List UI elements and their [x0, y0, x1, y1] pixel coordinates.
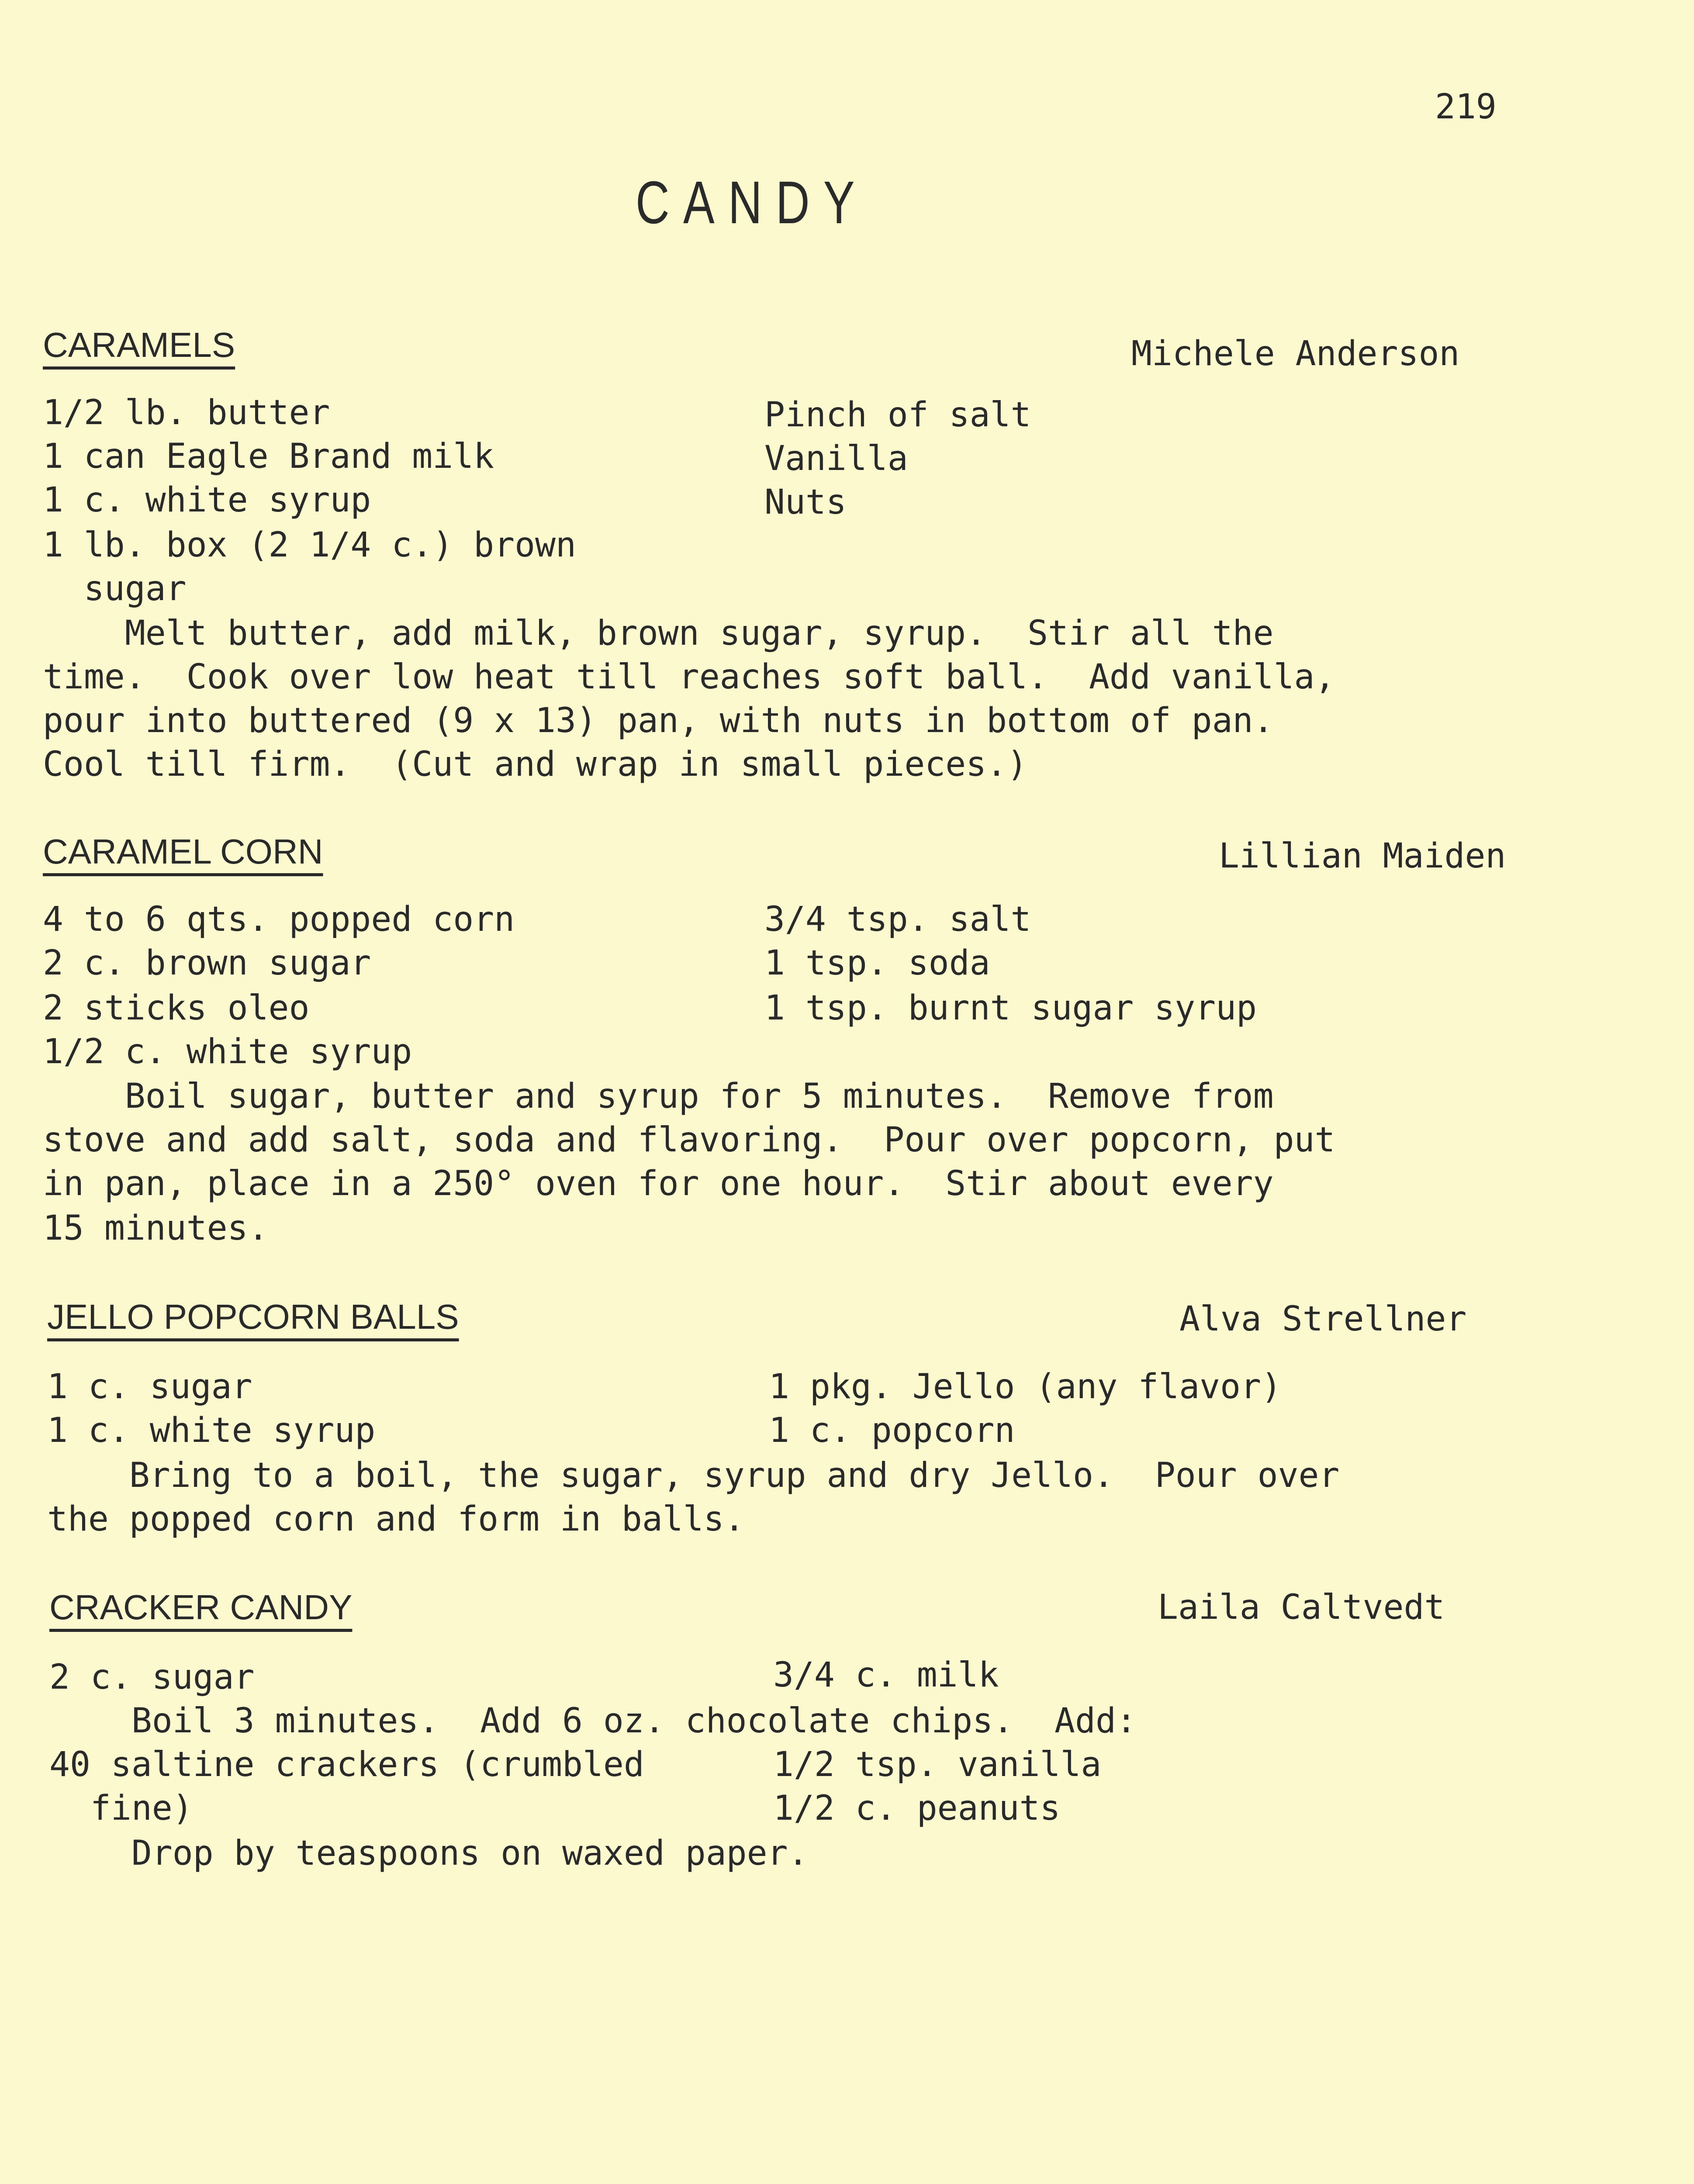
recipe-line-left: fine) [49, 1789, 193, 1828]
ingredient-left: 1 c. sugar [47, 1367, 252, 1406]
recipe-title: JELLO POPCORN BALLS [47, 1297, 459, 1336]
ingredient-left: 1/2 lb. butter [43, 393, 330, 432]
direction-line: Melt butter, add milk, brown sugar, syrup. Stir all the [43, 614, 1274, 653]
recipe-author: Laila Caltvedt [1158, 1588, 1445, 1627]
ingredient-right: 1 c. popcorn [769, 1411, 1015, 1450]
ingredient-left: 4 to 6 qts. popped corn [43, 900, 515, 939]
ingredient-right: 3/4 tsp. salt [764, 900, 1031, 939]
recipe-line-left: Boil 3 minutes. Add 6 oz. chocolate chips. Add: [49, 1701, 1137, 1741]
page-title: CANDY [636, 169, 868, 236]
ingredient-left: sugar [43, 569, 187, 608]
recipe-title: CARAMELS [43, 325, 235, 364]
recipe-title: CARAMEL CORN [43, 832, 323, 871]
recipe-line-left: 40 saltine crackers (crumbled [49, 1745, 644, 1784]
recipe-author: Michele Anderson [1131, 334, 1460, 373]
direction-line: 15 minutes. [43, 1209, 269, 1248]
page-number: 219 [1435, 87, 1497, 127]
direction-line: Bring to a boil, the sugar, syrup and dry Jello. Pour over [47, 1456, 1340, 1495]
direction-line: time. Cook over low heat till reaches soft ball. Add vanilla, [43, 657, 1335, 697]
recipe-author: Alva Strellner [1179, 1299, 1467, 1339]
ingredient-left: 1 c. white syrup [43, 480, 371, 520]
ingredient-left: 1/2 c. white syrup [43, 1032, 412, 1071]
ingredient-right: 1 tsp. soda [764, 943, 990, 983]
recipe-line-right: 1/2 tsp. vanilla [773, 1745, 1102, 1784]
ingredient-right: 1 tsp. burnt sugar syrup [764, 988, 1257, 1028]
ingredient-left: 1 can Eagle Brand milk [43, 437, 494, 476]
ingredient-right: Pinch of salt [764, 395, 1031, 435]
recipe-author: Lillian Maiden [1219, 836, 1506, 876]
direction-line: stove and add salt, soda and flavoring. Pour over popcorn, put [43, 1120, 1335, 1160]
ingredient-right: Nuts [764, 483, 847, 522]
direction-line: in pan, place in a 250° oven for one hour. Stir about every [43, 1164, 1274, 1203]
ingredient-left: 2 c. brown sugar [43, 943, 371, 983]
recipe-line-right: 3/4 c. milk [773, 1655, 999, 1695]
ingredient-right: Vanilla [764, 439, 908, 478]
direction-line: Cool till firm. (Cut and wrap in small pieces.) [43, 745, 1028, 784]
ingredient-left: 1 c. white syrup [47, 1411, 376, 1450]
ingredient-left: 1 lb. box (2 1/4 c.) brown [43, 525, 576, 565]
recipe-line-left: Drop by teaspoons on waxed paper. [49, 1834, 809, 1873]
ingredient-left: 2 sticks oleo [43, 988, 310, 1028]
ingredient-right: 1 pkg. Jello (any flavor) [769, 1367, 1282, 1406]
direction-line: pour into buttered (9 x 13) pan, with nuts in bottom of pan. [43, 701, 1274, 740]
recipe-title: CRACKER CANDY [49, 1588, 353, 1627]
recipe-line-right: 1/2 c. peanuts [773, 1789, 1061, 1828]
recipe-line-left: 2 c. sugar [49, 1658, 255, 1697]
direction-line: the popped corn and form in balls. [47, 1500, 745, 1539]
direction-line: Boil sugar, butter and syrup for 5 minutes. Remove from [43, 1077, 1274, 1116]
